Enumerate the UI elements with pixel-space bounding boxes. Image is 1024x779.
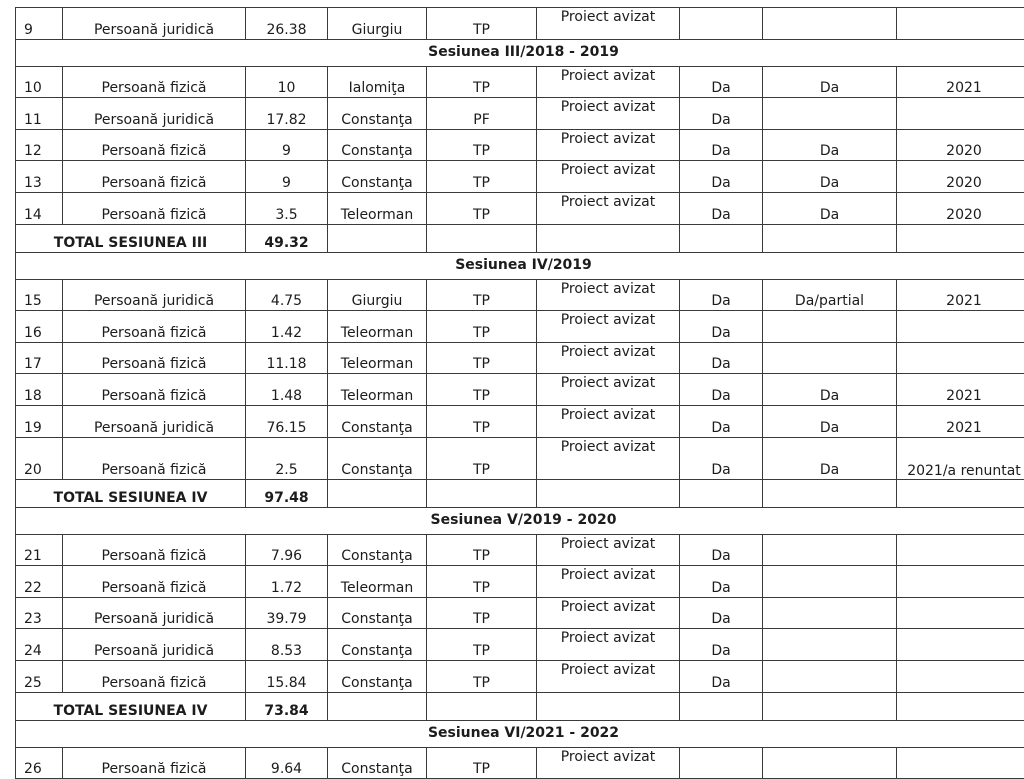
project-status: Proiect avizat (537, 660, 680, 692)
person-type: Persoană fizică (63, 566, 246, 598)
session-title: Sesiunea IV/2019 (16, 252, 1024, 279)
area-value: 8.53 (246, 629, 328, 661)
county: Teleorman (328, 192, 427, 224)
table-row (16, 279, 1024, 311)
empty-cell (763, 692, 897, 720)
empty-cell (763, 224, 897, 252)
person-type: Persoană fizică (63, 660, 246, 692)
person-type: Persoană juridică (63, 597, 246, 629)
session-header-row (16, 252, 1024, 279)
type-code: TP (427, 597, 537, 629)
row-number: 15 (16, 279, 63, 311)
person-type: Persoană fizică (63, 374, 246, 406)
row-number: 22 (16, 566, 63, 598)
person-type: Persoană fizică (63, 161, 246, 193)
column-8-value (763, 629, 897, 661)
type-code: TP (427, 8, 537, 40)
county: Giurgiu (328, 279, 427, 311)
empty-cell (328, 479, 427, 507)
table-body (16, 8, 1024, 779)
session-header-row (16, 720, 1024, 747)
county: Constanţa (328, 405, 427, 437)
county: Teleorman (328, 342, 427, 374)
person-type: Persoană fizică (63, 747, 246, 779)
column-8-value: Da (763, 374, 897, 406)
area-value: 4.75 (246, 279, 328, 311)
total-label: TOTAL SESIUNEA IV (16, 479, 246, 507)
column-8-value (763, 566, 897, 598)
person-type: Persoană juridică (63, 629, 246, 661)
project-status: Proiect avizat (537, 629, 680, 661)
column-7-value: Da (680, 597, 763, 629)
column-9-value (897, 98, 1024, 130)
type-code: TP (427, 161, 537, 193)
row-number: 24 (16, 629, 63, 661)
column-9-value (897, 8, 1024, 40)
project-status: Proiect avizat (537, 405, 680, 437)
county: Teleorman (328, 374, 427, 406)
column-9-value: 2020 (897, 192, 1024, 224)
county: Constanţa (328, 597, 427, 629)
column-8-value: Da (763, 161, 897, 193)
county: Constanţa (328, 161, 427, 193)
column-9-value: 2020 (897, 161, 1024, 193)
column-9-value: 2021 (897, 374, 1024, 406)
project-status: Proiect avizat (537, 161, 680, 193)
area-value: 17.82 (246, 98, 328, 130)
table-row (16, 534, 1024, 566)
row-number: 26 (16, 747, 63, 779)
column-7-value: Da (680, 98, 763, 130)
table-row (16, 161, 1024, 193)
county: Teleorman (328, 566, 427, 598)
county: Teleorman (328, 311, 427, 343)
project-status: Proiect avizat (537, 342, 680, 374)
column-8-value: Da (763, 66, 897, 98)
empty-cell (897, 224, 1024, 252)
project-status: Proiect avizat (537, 597, 680, 629)
column-9-value (897, 566, 1024, 598)
area-value: 15.84 (246, 660, 328, 692)
column-7-value: Da (680, 311, 763, 343)
person-type: Persoană fizică (63, 192, 246, 224)
row-number: 17 (16, 342, 63, 374)
county: Constanţa (328, 747, 427, 779)
session-title: Sesiunea V/2019 - 2020 (16, 507, 1024, 534)
column-9-value (897, 629, 1024, 661)
total-row (16, 692, 1024, 720)
row-number: 16 (16, 311, 63, 343)
empty-cell (537, 692, 680, 720)
person-type: Persoană fizică (63, 311, 246, 343)
area-value: 7.96 (246, 534, 328, 566)
person-type: Persoană juridică (63, 98, 246, 130)
row-number: 20 (16, 437, 63, 479)
area-value: 9 (246, 161, 328, 193)
project-status: Proiect avizat (537, 566, 680, 598)
table-row (16, 311, 1024, 343)
person-type: Persoană fizică (63, 534, 246, 566)
session-header-row (16, 507, 1024, 534)
project-status: Proiect avizat (537, 279, 680, 311)
empty-cell (427, 479, 537, 507)
table-row (16, 747, 1024, 779)
project-status: Proiect avizat (537, 747, 680, 779)
row-number: 21 (16, 534, 63, 566)
column-8-value: Da (763, 192, 897, 224)
column-7-value: Da (680, 192, 763, 224)
column-7-value: Da (680, 437, 763, 479)
table-row (16, 629, 1024, 661)
area-value: 39.79 (246, 597, 328, 629)
column-9-value (897, 534, 1024, 566)
column-7-value: Da (680, 405, 763, 437)
column-7-value: Da (680, 660, 763, 692)
table-row (16, 129, 1024, 161)
column-8-value (763, 311, 897, 343)
project-status: Proiect avizat (537, 129, 680, 161)
column-9-value: 2021/a renuntat (897, 437, 1024, 479)
table-row (16, 192, 1024, 224)
county: Constanţa (328, 98, 427, 130)
project-status: Proiect avizat (537, 311, 680, 343)
total-label: TOTAL SESIUNEA III (16, 224, 246, 252)
table-row (16, 98, 1024, 130)
area-value: 76.15 (246, 405, 328, 437)
person-type: Persoană juridică (63, 405, 246, 437)
column-9-value (897, 311, 1024, 343)
table-row (16, 342, 1024, 374)
type-code: TP (427, 374, 537, 406)
projects-table (15, 7, 1024, 779)
column-7-value: Da (680, 374, 763, 406)
county: Constanţa (328, 129, 427, 161)
type-code: TP (427, 629, 537, 661)
column-7-value: Da (680, 566, 763, 598)
project-status: Proiect avizat (537, 98, 680, 130)
column-7-value (680, 747, 763, 779)
table-row (16, 8, 1024, 40)
row-number: 10 (16, 66, 63, 98)
total-row (16, 224, 1024, 252)
column-8-value (763, 8, 897, 40)
type-code: TP (427, 279, 537, 311)
row-number: 12 (16, 129, 63, 161)
column-8-value (763, 660, 897, 692)
area-value: 11.18 (246, 342, 328, 374)
row-number: 14 (16, 192, 63, 224)
column-8-value (763, 534, 897, 566)
project-status: Proiect avizat (537, 192, 680, 224)
empty-cell (537, 224, 680, 252)
type-code: TP (427, 129, 537, 161)
session-header-row (16, 39, 1024, 66)
type-code: TP (427, 405, 537, 437)
column-9-value: 2021 (897, 279, 1024, 311)
type-code: TP (427, 192, 537, 224)
empty-cell (763, 479, 897, 507)
type-code: PF (427, 98, 537, 130)
row-number: 25 (16, 660, 63, 692)
type-code: TP (427, 747, 537, 779)
column-9-value (897, 597, 1024, 629)
row-number: 11 (16, 98, 63, 130)
person-type: Persoană juridică (63, 8, 246, 40)
session-title: Sesiunea VI/2021 - 2022 (16, 720, 1024, 747)
type-code: TP (427, 566, 537, 598)
table-row (16, 566, 1024, 598)
county: Giurgiu (328, 8, 427, 40)
column-7-value: Da (680, 279, 763, 311)
county: Constanţa (328, 660, 427, 692)
area-value: 9 (246, 129, 328, 161)
column-8-value (763, 747, 897, 779)
row-number: 18 (16, 374, 63, 406)
project-status: Proiect avizat (537, 374, 680, 406)
person-type: Persoană fizică (63, 66, 246, 98)
column-8-value: Da (763, 129, 897, 161)
empty-cell (328, 692, 427, 720)
empty-cell (680, 692, 763, 720)
project-status: Proiect avizat (537, 534, 680, 566)
row-number: 9 (16, 8, 63, 40)
column-8-value (763, 597, 897, 629)
area-value: 1.72 (246, 566, 328, 598)
county: Constanţa (328, 437, 427, 479)
area-value: 3.5 (246, 192, 328, 224)
column-8-value: Da/partial (763, 279, 897, 311)
empty-cell (328, 224, 427, 252)
column-7-value: Da (680, 129, 763, 161)
table-row (16, 660, 1024, 692)
area-value: 1.42 (246, 311, 328, 343)
table-row (16, 437, 1024, 479)
person-type: Persoană fizică (63, 437, 246, 479)
column-7-value: Da (680, 66, 763, 98)
column-9-value: 2021 (897, 405, 1024, 437)
type-code: TP (427, 534, 537, 566)
project-status: Proiect avizat (537, 8, 680, 40)
empty-cell (680, 479, 763, 507)
project-status: Proiect avizat (537, 437, 680, 479)
type-code: TP (427, 437, 537, 479)
county: Ialomiţa (328, 66, 427, 98)
column-9-value: 2020 (897, 129, 1024, 161)
column-7-value (680, 8, 763, 40)
total-value: 97.48 (246, 479, 328, 507)
column-9-value: 2021 (897, 66, 1024, 98)
column-7-value: Da (680, 342, 763, 374)
column-8-value (763, 342, 897, 374)
empty-cell (680, 224, 763, 252)
project-status: Proiect avizat (537, 66, 680, 98)
column-9-value (897, 747, 1024, 779)
county: Constanţa (328, 629, 427, 661)
type-code: TP (427, 660, 537, 692)
table-row (16, 597, 1024, 629)
empty-cell (897, 479, 1024, 507)
empty-cell (427, 692, 537, 720)
type-code: TP (427, 66, 537, 98)
column-7-value: Da (680, 161, 763, 193)
column-8-value: Da (763, 405, 897, 437)
person-type: Persoană fizică (63, 342, 246, 374)
total-label: TOTAL SESIUNEA IV (16, 692, 246, 720)
table-row (16, 66, 1024, 98)
empty-cell (537, 479, 680, 507)
empty-cell (897, 692, 1024, 720)
total-value: 73.84 (246, 692, 328, 720)
column-8-value: Da (763, 437, 897, 479)
area-value: 1.48 (246, 374, 328, 406)
person-type: Persoană fizică (63, 129, 246, 161)
type-code: TP (427, 311, 537, 343)
area-value: 26.38 (246, 8, 328, 40)
person-type: Persoană juridică (63, 279, 246, 311)
total-row (16, 479, 1024, 507)
column-9-value (897, 342, 1024, 374)
area-value: 10 (246, 66, 328, 98)
area-value: 2.5 (246, 437, 328, 479)
empty-cell (427, 224, 537, 252)
column-9-value (897, 660, 1024, 692)
total-value: 49.32 (246, 224, 328, 252)
county: Constanţa (328, 534, 427, 566)
row-number: 13 (16, 161, 63, 193)
row-number: 19 (16, 405, 63, 437)
row-number: 23 (16, 597, 63, 629)
column-7-value: Da (680, 629, 763, 661)
table-row (16, 374, 1024, 406)
table-row (16, 405, 1024, 437)
column-7-value: Da (680, 534, 763, 566)
type-code: TP (427, 342, 537, 374)
area-value: 9.64 (246, 747, 328, 779)
column-8-value (763, 98, 897, 130)
session-title: Sesiunea III/2018 - 2019 (16, 39, 1024, 66)
